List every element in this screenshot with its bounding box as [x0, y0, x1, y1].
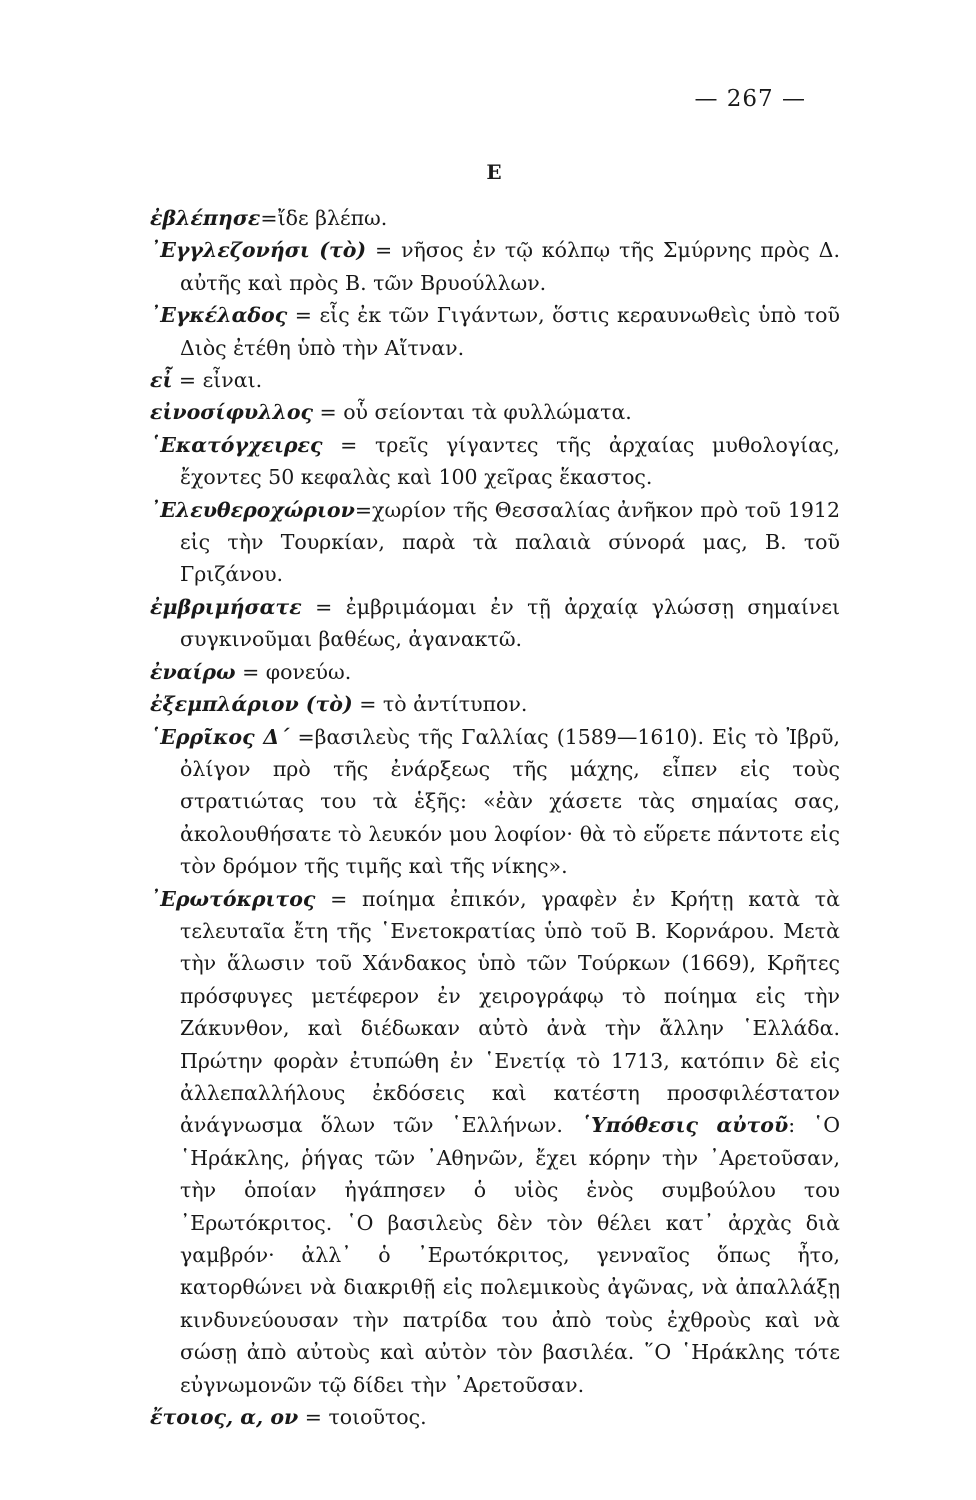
glossary-entry	[150, 883, 840, 1402]
entry-definition: = ποίημα ἐπικόν, γραφὲν ἐν Κρήτῃ κατὰ τὰ τελευταῖα ἔτη τῆς ῾Ενετοκρατίας ὑπὸ τοῦ Β. Κορνάρου. Μετὰ τὴν ἅλωσιν τοῦ Χάνδακος ὑπὸ τῶν Τούρκων (1669), Κρῆτες πρόσφυγες μετέφερον ἐν χειρογράφῳ τὸ ποίημα εἰς τὴν Ζάκυνθον, καὶ διέδωκαν αὐτὸ ἀνὰ τὴν ἄλλην ῾Ελλάδα. Πρώτην φορὰν ἐτυπώθη ἐν ῾Ενετίᾳ τὸ 1713, κατόπιν δὲ εἰς ἀλλεπαλλήλους ἐκδόσεις καὶ κατέστη προσφιλέστατον ἀνάγνωσμα ὅλων τῶν ῾Ελλήνων.	[180, 886, 840, 1138]
entry-term: ἐβλέπησε	[150, 206, 261, 230]
glossary-entry	[150, 721, 840, 883]
entry-definition: =χωρίον τῆς Θεσσαλίας ἀνῆκον πρὸ τοῦ 1912 εἰς τὴν Τουρκίαν, παρὰ τὰ παλαιὰ σύνορά μας, Β. τοῦ Γριζάνου.	[180, 497, 840, 587]
entry-term: εἰνοσίφυλλος	[150, 400, 313, 425]
entry-term: ᾿Εγγλεζονήσι (τὸ)	[150, 238, 367, 263]
entry-term: ᾿Εγκέλαδος	[150, 303, 288, 328]
entry-term: ᾿Ελευθεροχώριον	[150, 497, 355, 522]
entry-term: ῾Ερρῖκος Δ΄	[150, 724, 290, 749]
entry-definition: = τοιοῦτος.	[298, 1405, 427, 1430]
glossary-entry	[150, 364, 840, 396]
glossary-entry	[150, 591, 840, 656]
entry-definition: = τὸ ἀντίτυπον.	[352, 692, 528, 717]
entry-term: ἔτοιος, α, ον	[150, 1405, 299, 1430]
entry-term: ἐξεμπλάριον (τὸ)	[150, 692, 353, 717]
entry-term: εἶ	[150, 368, 173, 393]
entry-definition: = οὗ σείονται τὰ φυλλώματα.	[313, 400, 632, 425]
glossary-entry	[150, 396, 840, 428]
glossary-entry	[150, 494, 840, 591]
entry-definition: = εἶναι.	[172, 368, 263, 393]
entry-term: ἐναίρω	[150, 659, 236, 684]
entry-term: ἐμβριμήσατε	[150, 594, 302, 619]
glossary-entry	[150, 429, 840, 494]
entry-definition: = ἐμβριμάομαι ἐν τῇ ἀρχαίᾳ γλώσσῃ σημαίνει συγκινοῦμαι βαθέως, ἀγανακτῶ.	[180, 594, 840, 652]
entry-definition: = φονεύω.	[235, 659, 352, 684]
glossary-entries	[150, 202, 840, 1433]
glossary-entry	[150, 234, 840, 299]
entry-term: ᾿Ερωτόκριτος	[150, 886, 316, 911]
entry-definition: = εἷς ἐκ τῶν Γιγάντων, ὅστις κεραυνωθεὶς ὑπὸ τοῦ Διὸς ἐτέθη ὑπὸ τὴν Αἴτναν.	[180, 303, 840, 360]
glossary-entry	[150, 656, 840, 688]
entry-definition: =ἴδε βλέπω.	[260, 206, 388, 230]
entry-term: ῾Εκατόγχειρες	[150, 432, 323, 457]
glossary-entry	[150, 688, 840, 720]
entry-definition: =βασιλεὺς τῆς Γαλλίας (1589—1610). Εἰς τὸ Ἰβρῦ, ὀλίγον πρὸ τῆς ἐνάρξεως τῆς μάχης, εἶπεν εἰς τοὺς στρατιώτας του τὰ ἑξῆς: «ἐὰν χάσετε τὰς σημαίας σας, ἀκολουθήσατε τὸ λευκόν μου λοφίον· θὰ τὸ εὕρετε πάντοτε εἰς τὸν δρόμον τῆς τιμῆς καὶ τῆς νίκης».	[180, 724, 840, 879]
section-letter: Ε	[486, 160, 502, 184]
glossary-entry	[150, 299, 840, 364]
entry-definition: = τρεῖς γίγαντες τῆς ἀρχαίας μυθολογίας, ἔχοντες 50 κεφαλὰς καὶ 100 χεῖρας ἕκαστος.	[180, 432, 840, 490]
glossary-entry	[150, 202, 840, 234]
entry-definition: = νῆσος ἐν τῷ κόλπῳ τῆς Σμύρνης πρὸς Δ. αὐτῆς καὶ πρὸς Β. τῶν Βρυούλλων.	[180, 238, 840, 295]
page-number: — 267 —	[694, 86, 806, 112]
entry-definition-continued: : ῾Ο ῾Ηράκλης, ῥήγας τῶν ᾿Αθηνῶν, ἔχει κόρην τὴν ᾿Αρετοῦσαν, τὴν ὁποίαν ἠγάπησεν ὁ υἱὸς ἑνὸς συμβούλου του ᾿Ερωτόκριτος. ῾Ο βασιλεὺς δὲν τὸν θέλει κατ᾿ ἀρχὰς διὰ γαμβρόν· ἀλλ᾿ ὁ ᾿Ερωτόκριτος, γενναῖος ὅπως ἦτο, κατορθώνει νὰ διακριθῇ εἰς πολεμικοὺς ἀγῶνας, νὰ ἀπαλλάξῃ κινδυνεύουσαν τὴν πατρίδα του ἀπὸ τοὺς ἐχθροὺς καὶ νὰ σώσῃ ἀπὸ αὐτοὺς καὶ αὐτὸν τὸν βασιλέα. ῞Ο ῾Ηράκλης τότε εὐγνωμονῶν τῷ δίδει τὴν ᾿Αρετοῦσαν.	[180, 1113, 840, 1397]
glossary-entry	[150, 1401, 840, 1433]
entry-subheading: ῾Υπόθεσις αὐτοῦ	[580, 1113, 789, 1138]
